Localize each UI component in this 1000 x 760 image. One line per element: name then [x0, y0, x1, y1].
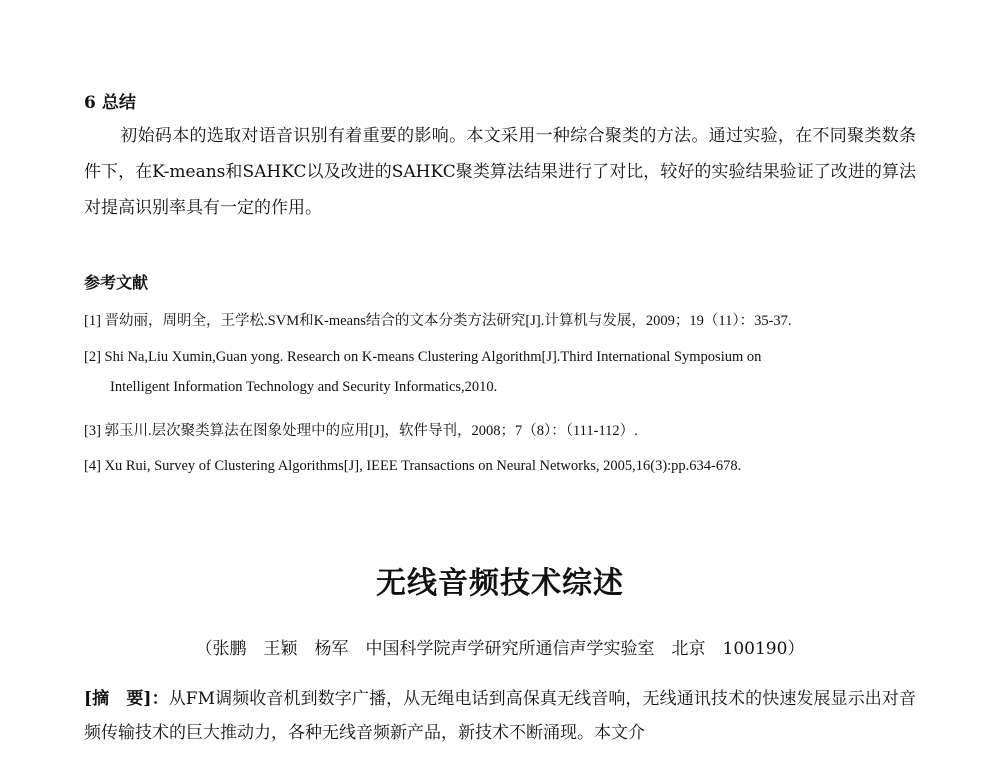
reference-item-2 [84, 342, 924, 402]
conclusion-paragraph [84, 118, 916, 226]
article-title: 无线音频技术综述 [376, 566, 624, 601]
abstract-text: 从FM调频收音机到数字广播，从无绳电话到高保真无线音响，无线通讯技术的快速发展显示出对音频传输技术的巨大推动力，各种无线音频新产品，新技术不断涌现。本文介 [84, 689, 917, 743]
reference-item-1: [1] 晋幼丽，周明全，王学松.SVM和K-means结合的文本分类方法研究[J].计算机与发展，2009；19（11）：35-37. [84, 313, 792, 329]
section-number: 6 [84, 93, 96, 113]
references-heading: 参考文献 [84, 273, 149, 292]
reference-item-4: [4] Xu Rui, Survey of Clustering Algorithms[J], IEEE Transactions on Neural Networks, 2005,16(3):pp.634-678. [84, 458, 742, 474]
abstract-paragraph [84, 682, 916, 750]
reference-item-2-line2: Intelligent Information Technology and Security Informatics,2010. [110, 379, 498, 395]
reference-item-3: [3] 郭玉川.层次聚类算法在图象处理中的应用[J]，软件导刊，2008；7（8）：（111-112）. [84, 423, 638, 439]
reference-item-2-line1: [2] Shi Na,Liu Xumin,Guan yong. Research on K-means Clustering Algorithm[J].Third International Symposium on [84, 349, 762, 365]
section-title: 总结 [101, 93, 136, 113]
section-heading [84, 88, 136, 113]
conclusion-text: 初始码本的选取对语音识别有着重要的影响。本文采用一种综合聚类的方法。通过实验，在不同聚类数条件下，在K-means和SAHKC以及改进的SAHKC聚类算法结果进行了对比，较好的实验结果验证了改进的算法对提高识别率具有一定的作用。 [84, 126, 916, 218]
abstract-label: [摘 要]： [84, 689, 169, 709]
author-affiliation: （张鹏 王颖 杨军 中国科学院声学研究所通信声学实验室 北京 100190） [195, 639, 805, 659]
